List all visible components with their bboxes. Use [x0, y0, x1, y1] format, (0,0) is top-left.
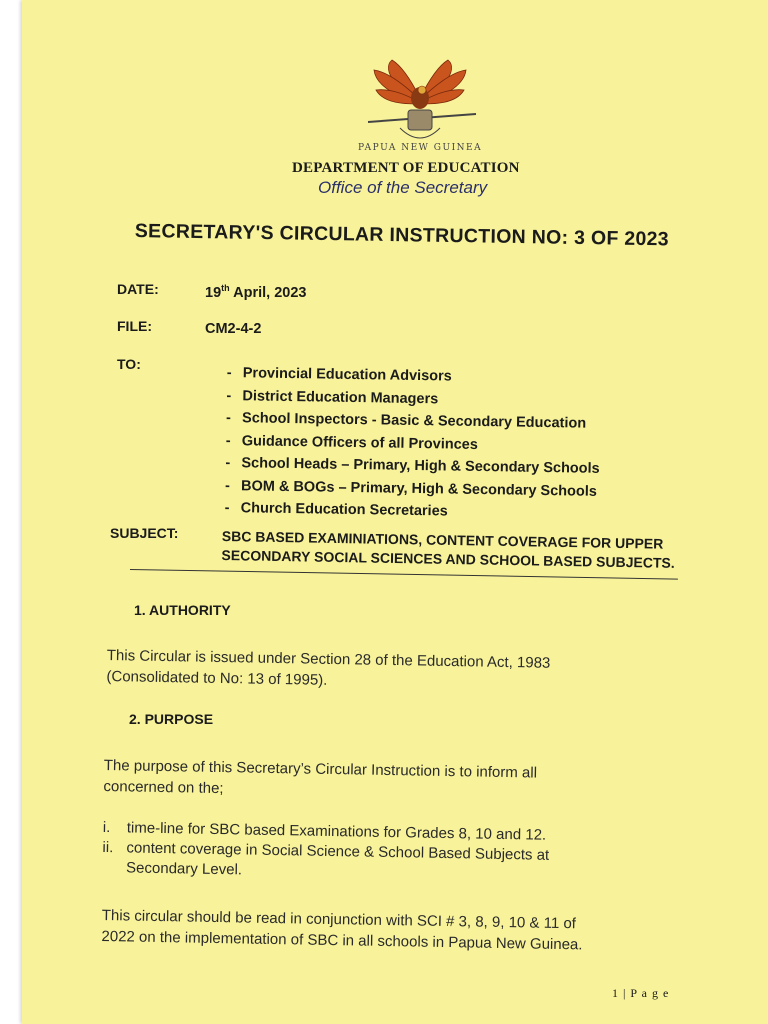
- purpose-heading: 2. PURPOSE: [129, 711, 214, 727]
- subject-text: SBC BASED EXAMINIATIONS, CONTENT COVERAGE FOR UPPER SECONDARY SOCIAL SCIENCES AND SCHOOL BASED SUBJECTS.: [221, 527, 675, 571]
- to-label: TO:: [117, 356, 141, 372]
- purpose-list-item: ii. content coverage in Social Science & School Based Subjects at: [102, 838, 550, 864]
- subject-label: SUBJECT:: [110, 525, 179, 541]
- recipient-item: - Provincial Education Advisors: [226, 364, 452, 385]
- authority-paragraph: This Circular is issued under Section 28 of the Education Act, 1983 (Consolidated to No: 13 of 1995).: [106, 646, 551, 689]
- department-name: DEPARTMENT OF EDUCATION: [292, 160, 520, 176]
- recipient-item: - School Inspectors - Basic & Secondary Education: [225, 409, 587, 432]
- page-number: 1 | P a g e: [612, 986, 670, 1000]
- recipient-item: - BOM & BOGs – Primary, High & Secondary Schools: [224, 477, 598, 500]
- purpose-paragraph: The purpose of this Secretary’s Circular Instruction is to inform all concerned on the;: [103, 756, 538, 797]
- date-value: 19th April, 2023: [205, 283, 307, 301]
- purpose-list-item: i. time-line for SBC based Examinations for Grades 8, 10 and 12.: [102, 818, 547, 844]
- recipient-list: [225, 362, 602, 525]
- recipient-item: - District Education Managers: [226, 387, 439, 407]
- circular-title: SECRETARY'S CIRCULAR INSTRUCTION NO: 3 OF 2023: [134, 220, 670, 251]
- recipient-item: - Guidance Officers of all Provinces: [225, 432, 478, 453]
- file-value: CM2-4-2: [205, 321, 262, 337]
- png-bird-of-paradise-emblem-icon: [340, 52, 500, 162]
- purpose-list-item-continued: Secondary Level.: [125, 859, 243, 879]
- closing-paragraph: This circular should be read in conjunction with SCI # 3, 8, 9, 10 & 11 of 2022 on the implementation of SBC in all schools in Papua New Guinea.: [101, 906, 583, 953]
- office-name: Office of the Secretary: [318, 178, 488, 197]
- recipient-item: - School Heads – Primary, High & Secondary Schools: [225, 454, 600, 477]
- authority-heading: 1. AUTHORITY: [134, 602, 231, 618]
- recipient-item: - Church Education Secretaries: [224, 499, 448, 520]
- date-label: DATE:: [117, 281, 159, 297]
- emblem-caption: PAPUA NEW GUINEA: [357, 143, 483, 153]
- file-label: FILE:: [117, 318, 152, 334]
- purpose-list: [102, 818, 550, 886]
- document-page: [22, 0, 768, 1024]
